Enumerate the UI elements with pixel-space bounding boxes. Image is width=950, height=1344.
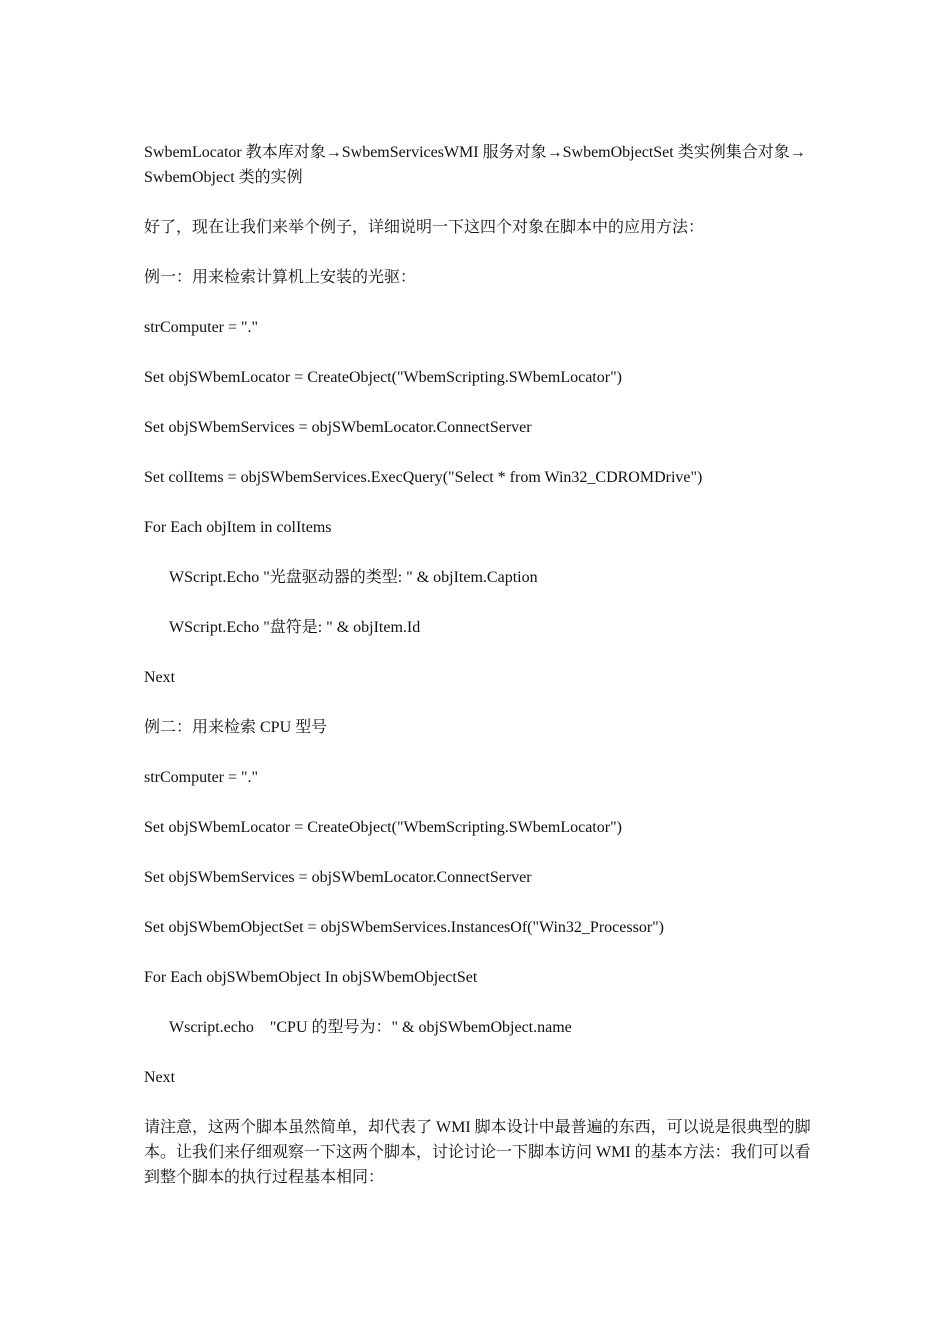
document-body <box>144 140 812 1215</box>
code-line: Next <box>144 1069 176 1086</box>
code-line-indented: Wscript.echo "CPU 的型号为：" & objSWbemObject.name <box>169 1019 572 1036</box>
paragraph-conclusion: 请注意，这两个脚本虽然简单，却代表了 WMI 脚本设计中最普遍的东西，可以说是很典型的脚本。让我们来仔细观察一下这两个脚本，讨论讨论一下脚本访问 WMI 的基本方法：我们可以看到整个脚本的执行过程基本相同： <box>144 1119 811 1186</box>
code-line: Set objSWbemObjectSet = objSWbemServices.InstancesOf("Win32_Processor") <box>144 919 664 936</box>
paragraph-intro: 好了，现在让我们来举个例子，详细说明一下这四个对象在脚本中的应用方法： <box>144 219 705 236</box>
code-line: Next <box>144 669 176 686</box>
code-line: For Each objSWbemObject In objSWbemObjectSet <box>144 969 478 986</box>
paragraph-example-2-heading: 例二：用来检索 CPU 型号 <box>144 719 328 736</box>
code-line-indented: WScript.Echo "盘符是: " & objItem.Id <box>169 619 421 636</box>
code-line-indented: WScript.Echo "光盘驱动器的类型: " & objItem.Caption <box>169 569 538 586</box>
code-line: For Each objItem in colItems <box>144 519 332 536</box>
code-line: Set objSWbemLocator = CreateObject("WbemScripting.SWbemLocator") <box>144 819 622 836</box>
paragraph-example-1-heading: 例一：用来检索计算机上安装的光驱： <box>144 269 417 286</box>
paragraph-object-chain: SwbemLocator 教本库对象→SwbemServicesWMI 服务对象→SwbemObjectSet 类实例集合对象→SwbemObject 类的实例 <box>144 144 806 186</box>
code-line: Set objSWbemServices = objSWbemLocator.ConnectServer <box>144 419 532 436</box>
code-line: Set colItems = objSWbemServices.ExecQuery("Select * from Win32_CDROMDrive") <box>144 469 703 486</box>
code-line: strComputer = "." <box>144 319 259 336</box>
code-line: Set objSWbemServices = objSWbemLocator.ConnectServer <box>144 869 532 886</box>
code-line: Set objSWbemLocator = CreateObject("WbemScripting.SWbemLocator") <box>144 369 622 386</box>
code-line: strComputer = "." <box>144 769 259 786</box>
